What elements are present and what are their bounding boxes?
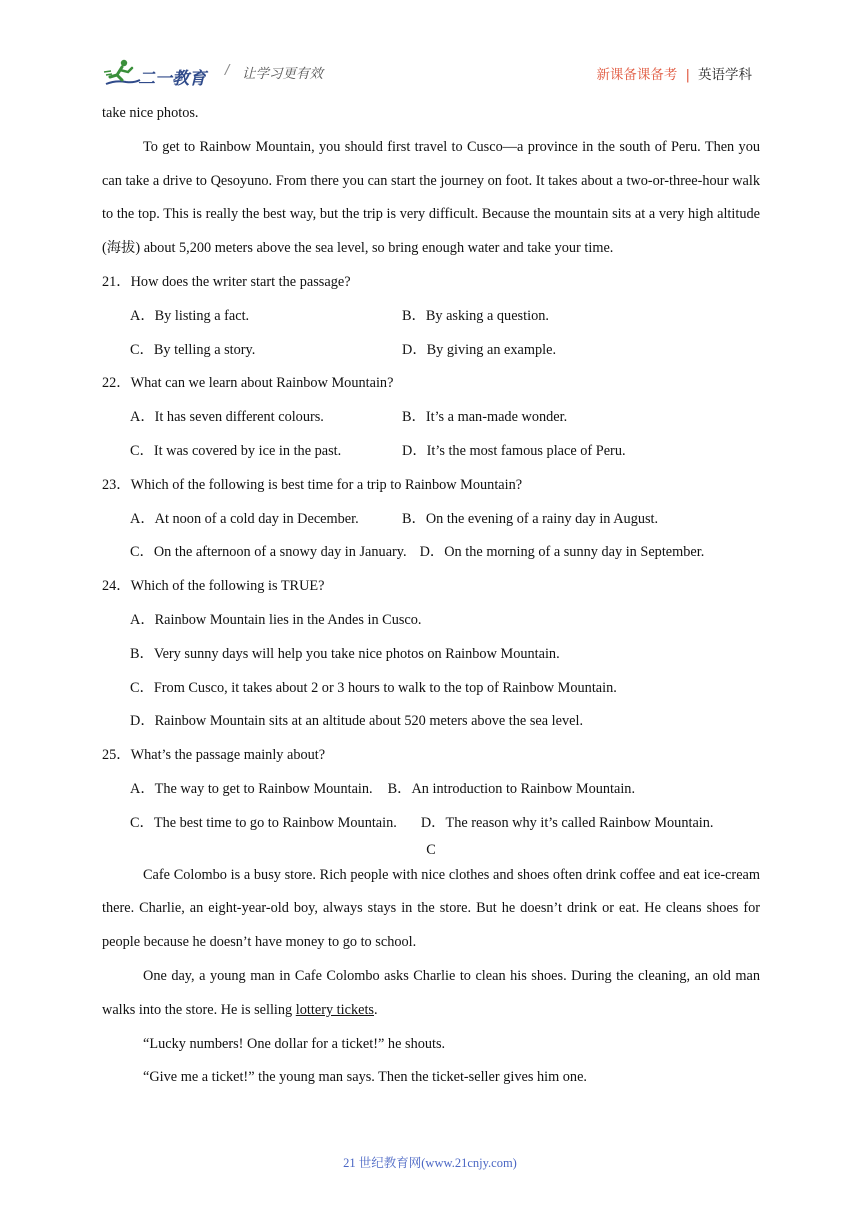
option-24b: B．Very sunny days will help you take nice photos on Rainbow Mountain. — [130, 645, 560, 662]
option-25a: A．The way to get to Rainbow Mountain. — [130, 780, 373, 797]
option-21b: B．By asking a question. — [402, 307, 549, 324]
passage-c-heading: C — [426, 841, 436, 858]
option-21c: C．By telling a story. — [130, 341, 256, 358]
page-header — [102, 52, 760, 92]
question-23-options-cd — [102, 536, 760, 570]
question-23: 23．Which of the following is best time for a trip to Rainbow Mountain? — [102, 476, 523, 493]
option-21d: D．By giving an example. — [402, 341, 557, 358]
option-23c: C．On the afternoon of a snowy day in January. — [130, 544, 407, 561]
option-22a: A．It has seven different colours. — [130, 409, 324, 426]
option-24a: A．Rainbow Mountain lies in the Andes in Cusco. — [130, 611, 422, 628]
passage-b-paragraph-0: take nice photos. — [102, 105, 199, 121]
question-25-options-cd — [102, 807, 760, 841]
question-21-options-cd — [102, 334, 760, 368]
slogan-separator: / — [225, 63, 230, 78]
question-23-options-ab — [102, 503, 760, 537]
passage-c-paragraph-3: “Lucky numbers! One dollar for a ticket!” he shouts. — [143, 1035, 446, 1052]
header-tag-subject: 英语学科 — [698, 67, 752, 83]
option-22d: D．It’s the most famous place of Peru. — [402, 442, 626, 459]
passage-b-paragraph-1: To get to Rainbow Mountain, you should first travel to Cusco—a province in the south of Peru. Then you can take a drive to Qesoyuno. From there you can start the journey on foot. It takes about a two-or-three-hour walk to the top. This is really the best way, but the trip is very difficult. Because the mountain sits at a very high altitude (海拔) about 5,200 meters above the sea level, so bring enough water and take your time. — [102, 138, 760, 257]
question-21: 21．How does the writer start the passage? — [102, 273, 351, 290]
lottery-tickets-underlined: lottery tickets — [295, 1001, 374, 1018]
option-21a: A．By listing a fact. — [130, 307, 250, 324]
logo-text: 二一教育 — [138, 69, 206, 89]
page-footer: 21 世纪教育网(www.21cnjy.com) — [343, 1156, 517, 1170]
option-25b: B．An introduction to Rainbow Mountain. — [387, 780, 636, 797]
logo — [102, 58, 214, 88]
header-divider: | — [685, 67, 690, 83]
option-23a: A．At noon of a cold day in December. — [130, 510, 359, 527]
header-tags — [596, 63, 752, 83]
option-23b: B．On the evening of a rainy day in August. — [402, 510, 659, 527]
passage-c-paragraph-1: Cafe Colombo is a busy store. Rich people with nice clothes and shoes often drink coffee and eat ice-cream there. Charlie, an eight-year-old boy, always stays in the store. But he doesn’t drink or eat. He cleans shoes for people because he doesn’t have money to go to school. — [102, 866, 760, 951]
question-22-options-ab — [102, 401, 760, 435]
option-25c: C．The best time to go to Rainbow Mountain. — [130, 814, 397, 831]
option-23d: D．On the morning of a sunny day in September. — [419, 544, 705, 561]
passage-c-paragraph-2-end: . — [374, 1001, 378, 1018]
option-25d: D．The reason why it’s called Rainbow Mountain. — [420, 814, 714, 831]
question-22: 22．What can we learn about Rainbow Mountain? — [102, 375, 394, 392]
passage-c-paragraph-4: “Give me a ticket!” the young man says. Then the ticket-seller gives him one. — [143, 1069, 587, 1086]
question-24: 24．Which of the following is TRUE? — [102, 578, 325, 595]
option-24d: D．Rainbow Mountain sits at an altitude about 520 meters above the sea level. — [130, 713, 584, 730]
header-tag-course: 新课备课备考 — [596, 67, 678, 83]
question-22-options-cd — [102, 435, 760, 469]
passage-c-paragraph-2-text: One day, a young man in Cafe Colombo asks Charlie to clean his shoes. During the cleaning, an old man walks into the store. He is selling — [102, 967, 760, 1018]
question-21-options-ab — [102, 300, 760, 334]
document-body — [102, 97, 760, 1095]
option-22b: B．It’s a man-made wonder. — [402, 409, 568, 426]
option-22c: C．It was covered by ice in the past. — [130, 442, 342, 459]
passage-c-paragraph-2 — [102, 960, 760, 1028]
question-25-options-ab — [102, 773, 760, 807]
runner-logo-icon — [102, 58, 142, 88]
slogan: 让学习更有效 — [242, 66, 323, 82]
option-24c: C．From Cusco, it takes about 2 or 3 hours to walk to the top of Rainbow Mountain. — [130, 679, 617, 696]
question-25: 25．What’s the passage mainly about? — [102, 747, 326, 764]
